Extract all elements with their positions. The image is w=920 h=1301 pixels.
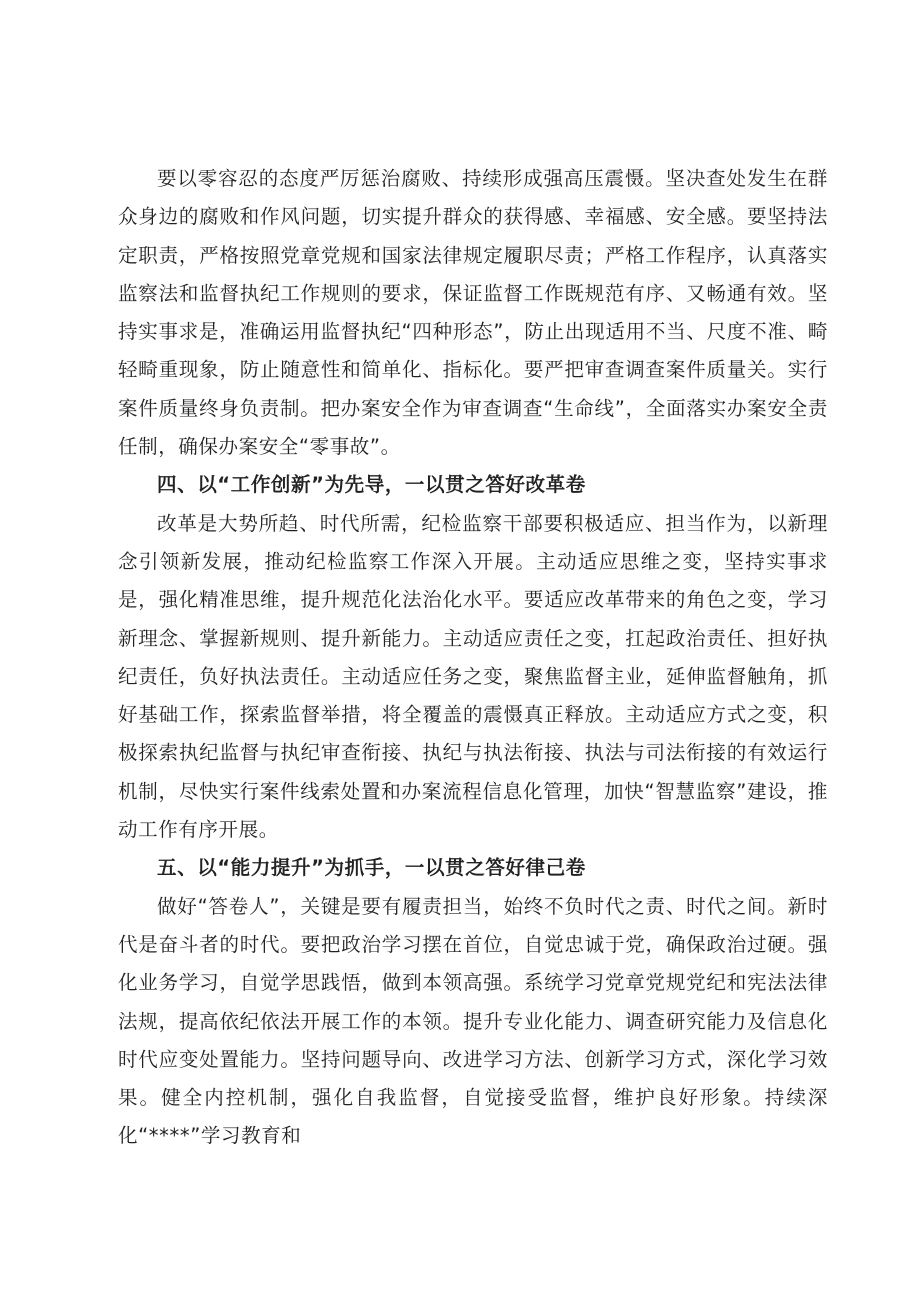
section-heading-four: 四、以“工作创新”为先导，一以贯之答好改革卷 <box>157 473 586 497</box>
section-heading-five: 五、以“能力提升”为抓手，一以贯之答好律己卷 <box>157 856 586 880</box>
document-page <box>118 160 828 1156</box>
paragraph-reform: 改革是大势所趋、时代所需，纪检监察干部要积极适应、担当作为，以新理念引领新发展，推动纪检监察工作深入开展。主动适应思维之变，坚持实事求是，强化精准思维，提升规范化法治化水平。要适应改革带来的角色之变，学习新理念、掌握新规则、提升新能力。主动适应责任之变，扛起政治责任、担好执纪责任，负好执法责任。主动适应任务之变，聚焦监督主业，延伸监督触角，抓好基础工作，探索监督举措，将全覆盖的震慑真正释放。主动适应方式之变，积极探索执纪监督与执纪审查衔接、执纪与执法衔接、执法与司法衔接的有效运行机制，尽快实行案件线索处置和办案流程信息化管理，加快“智慧监察”建设，推动工作有序开展。 <box>118 511 828 842</box>
paragraph-capability: 做好“答卷人”，关键是要有履责担当，始终不负时代之责、时代之间。新时代是奋斗者的时代。要把政治学习摆在首位，自觉忠诚于党，确保政治过硬。强化业务学习，自觉学思践悟，做到本领高强。系统学习党章党规党纪和宪法法律法规，提高依纪依法开展工作的本领。提升专业化能力、调查研究能力及信息化时代应变处置能力。坚持问题导向、改进学习方法、创新学习方式，深化学习效果。健全内控机制，强化自我监督，自觉接受监督，维护良好形象。持续深化“****”学习教育和 <box>118 894 828 1148</box>
paragraph-zero-tolerance: 要以零容忍的态度严厉惩治腐败、持续形成强高压震慑。坚决查处发生在群众身边的腐败和作风问题，切实提升群众的获得感、幸福感、安全感。要坚持法定职责，严格按照党章党规和国家法律规定履职尽责；严格工作程序，认真落实监察法和监督执纪工作规则的要求，保证监督工作既规范有序、又畅通有效。坚持实事求是，准确运用监督执纪“四种形态”，防止出现适用不当、尺度不准、畸轻畸重现象，防止随意性和简单化、指标化。要严把审查调查案件质量关。实行案件质量终身负责制。把办案安全作为审查调查“生命线”，全面落实办案安全责任制，确保办案安全“零事故”。 <box>118 167 828 459</box>
